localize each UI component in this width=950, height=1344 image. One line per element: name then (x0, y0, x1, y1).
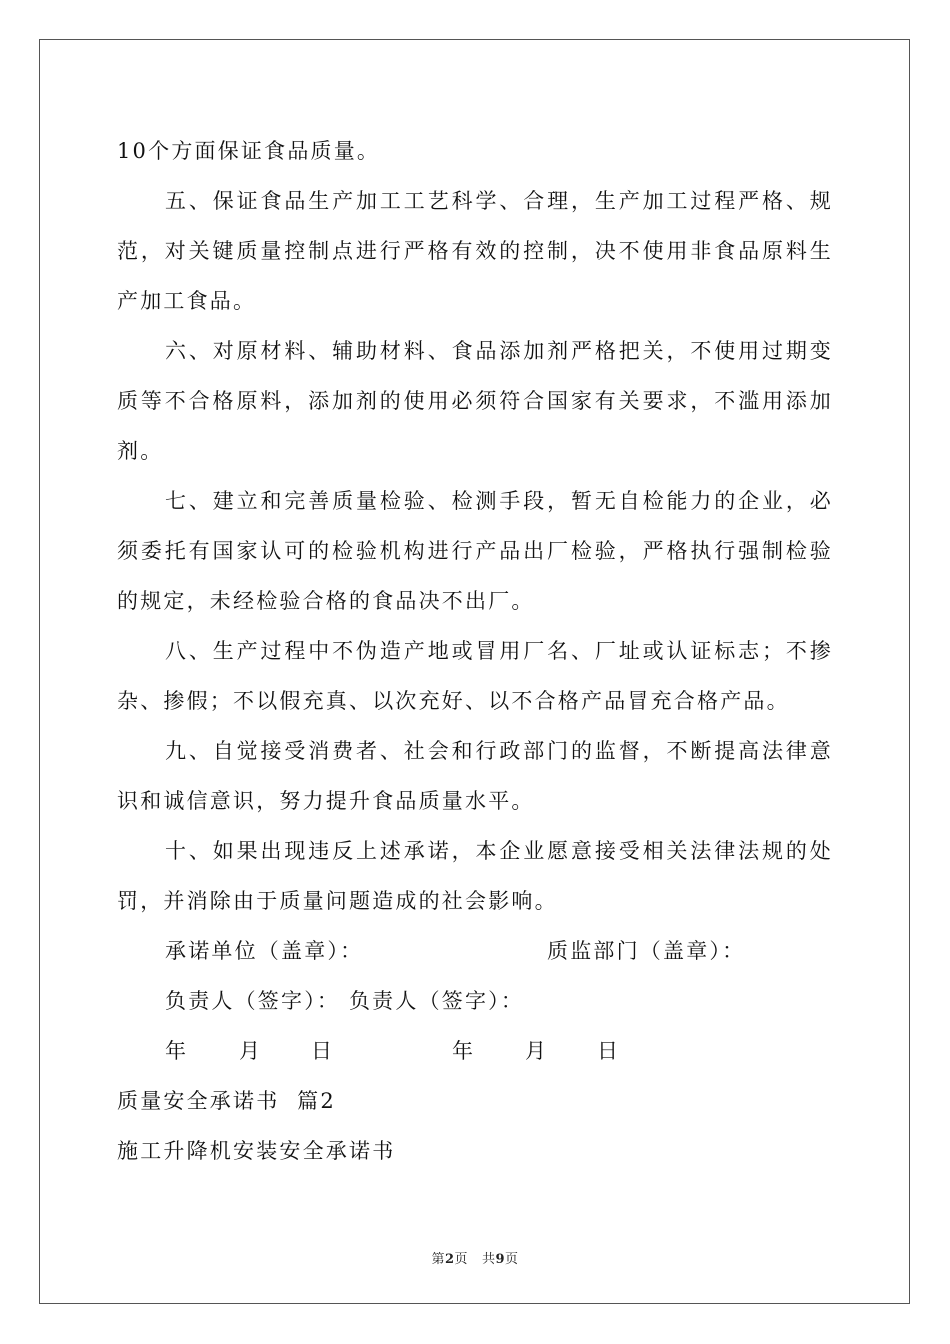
paragraph-5: 五、保证食品生产加工工艺科学、合理，生产加工过程严格、规范，对关键质量控制点进行严格有效的控制，决不使用非食品原料生产加工食品。 (117, 189, 833, 313)
subtitle: 施工升降机安装安全承诺书 (117, 1139, 396, 1163)
date-day-2: 日 (597, 1039, 621, 1063)
paragraph-7: 七、建立和完善质量检验、检测手段，暂无自检能力的企业，必须委托有国家认可的检验机构进行产品出厂检验，严格执行强制检验的规定，未经检验合格的食品决不出厂。 (117, 489, 833, 613)
date-day-1: 日 (311, 1039, 335, 1063)
paragraph-9: 九、自觉接受消费者、社会和行政部门的监督，不断提高法律意识和诚信意识，努力提升食品质量水平。 (117, 739, 833, 813)
date-year-1: 年 (165, 1039, 189, 1063)
signature-date-line (117, 1026, 833, 1076)
page-suffix: 页 (505, 1252, 519, 1267)
signature-responsible-line (117, 976, 833, 1026)
supervision-dept-label: 质监部门（盖章）： (547, 939, 746, 963)
signature-unit-line (117, 926, 833, 976)
commitment-unit-label: 承诺单位（盖章）： (165, 939, 364, 963)
date-year-2: 年 (452, 1039, 476, 1063)
paragraph-6: 六、对原材料、辅助材料、食品添加剂严格把关，不使用过期变质等不合格原料，添加剂的使用必须符合国家有关要求，不滥用添加剂。 (117, 339, 833, 463)
paragraph-0: 10个方面保证食品质量。 (117, 139, 381, 163)
section-heading: 质量安全承诺书 篇2 (117, 1089, 336, 1113)
page-prefix: 第 (431, 1252, 445, 1267)
page-current: 2 (445, 1252, 455, 1267)
paragraph-10: 十、如果出现违反上述承诺，本企业愿意接受相关法律法规的处罚，并消除由于质量问题造成的社会影响。 (117, 839, 833, 913)
paragraph-8: 八、生产过程中不伪造产地或冒用厂名、厂址或认证标志；不掺杂、掺假；不以假充真、以次充好、以不合格产品冒充合格产品。 (117, 639, 833, 713)
page-mid: 页 共 (454, 1252, 496, 1267)
date-month-1: 月 (239, 1039, 263, 1063)
page-footer (0, 1248, 950, 1267)
date-month-2: 月 (525, 1039, 549, 1063)
page-total: 9 (495, 1252, 505, 1267)
responsible-person-labels: 负责人（签字）： 负责人（签字）： (165, 989, 525, 1013)
document-body (117, 126, 833, 1176)
